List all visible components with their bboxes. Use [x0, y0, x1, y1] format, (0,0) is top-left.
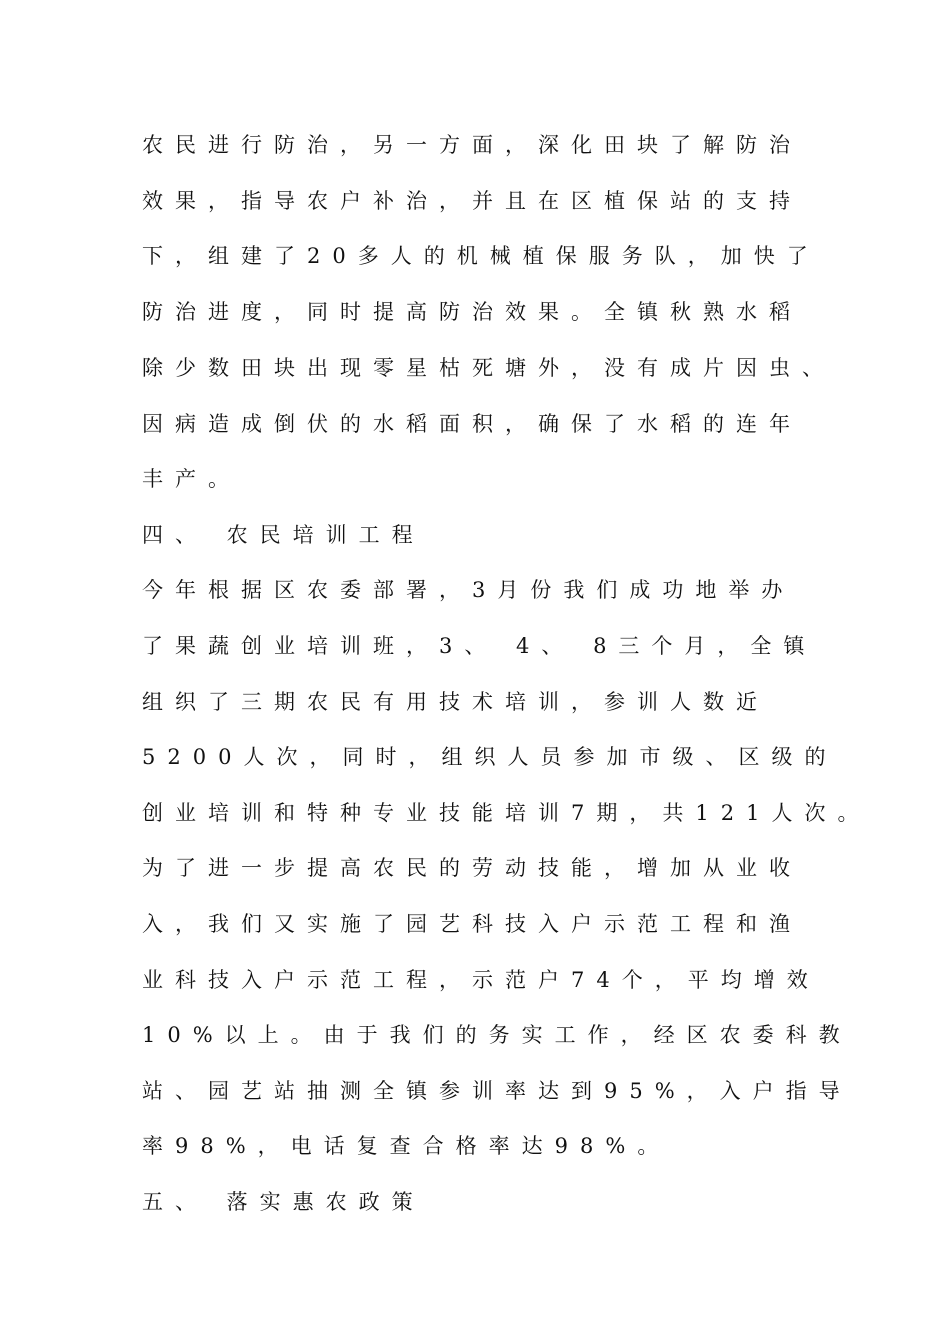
paragraph-line: 10%以上。由于我们的务实工作，经区农委科教 — [142, 1023, 852, 1047]
paragraph-line: 创业培训和特种专业技能培训7期，共121人次。 — [142, 801, 871, 825]
paragraph-line: 下，组建了20多人的机械植保服务队，加快了 — [142, 244, 820, 268]
section-heading: 四、 农民培训工程 — [142, 523, 425, 547]
paragraph-line: 因病造成倒伏的水稻面积，确保了水稻的连年 — [142, 412, 802, 436]
paragraph-line: 入，我们又实施了园艺科技入户示范工程和渔 — [142, 912, 802, 936]
paragraph-line: 率98%，电话复查合格率达98%。 — [142, 1134, 671, 1158]
paragraph-line: 业科技入户示范工程，示范户74个，平均增效 — [142, 968, 820, 992]
paragraph-line: 了果蔬创业培训班，3、 4、 8三个月，全镇 — [142, 634, 817, 658]
paragraph-line: 效果，指导农户补治，并且在区植保站的支持 — [142, 189, 802, 213]
paragraph-line: 组织了三期农民有用技术培训，参训人数近 — [142, 690, 769, 714]
paragraph-line: 5200人次，同时，组织人员参加市级、区级的 — [142, 745, 838, 769]
paragraph-line: 防治进度，同时提高防治效果。全镇秋熟水稻 — [142, 300, 802, 324]
paragraph-line: 除少数田块出现零星枯死塘外，没有成片因虫、 — [142, 356, 835, 380]
paragraph-line: 站、园艺站抽测全镇参训率达到95%，入户指导 — [142, 1079, 852, 1103]
paragraph-line: 农民进行防治，另一方面，深化田块了解防治 — [142, 133, 802, 157]
paragraph-line: 今年根据区农委部署，3月份我们成功地举办 — [142, 578, 795, 602]
section-heading: 五、 落实惠农政策 — [142, 1190, 425, 1214]
paragraph-line: 丰产。 — [142, 467, 241, 491]
paragraph-line: 为了进一步提高农民的劳动技能，增加从业收 — [142, 856, 802, 880]
